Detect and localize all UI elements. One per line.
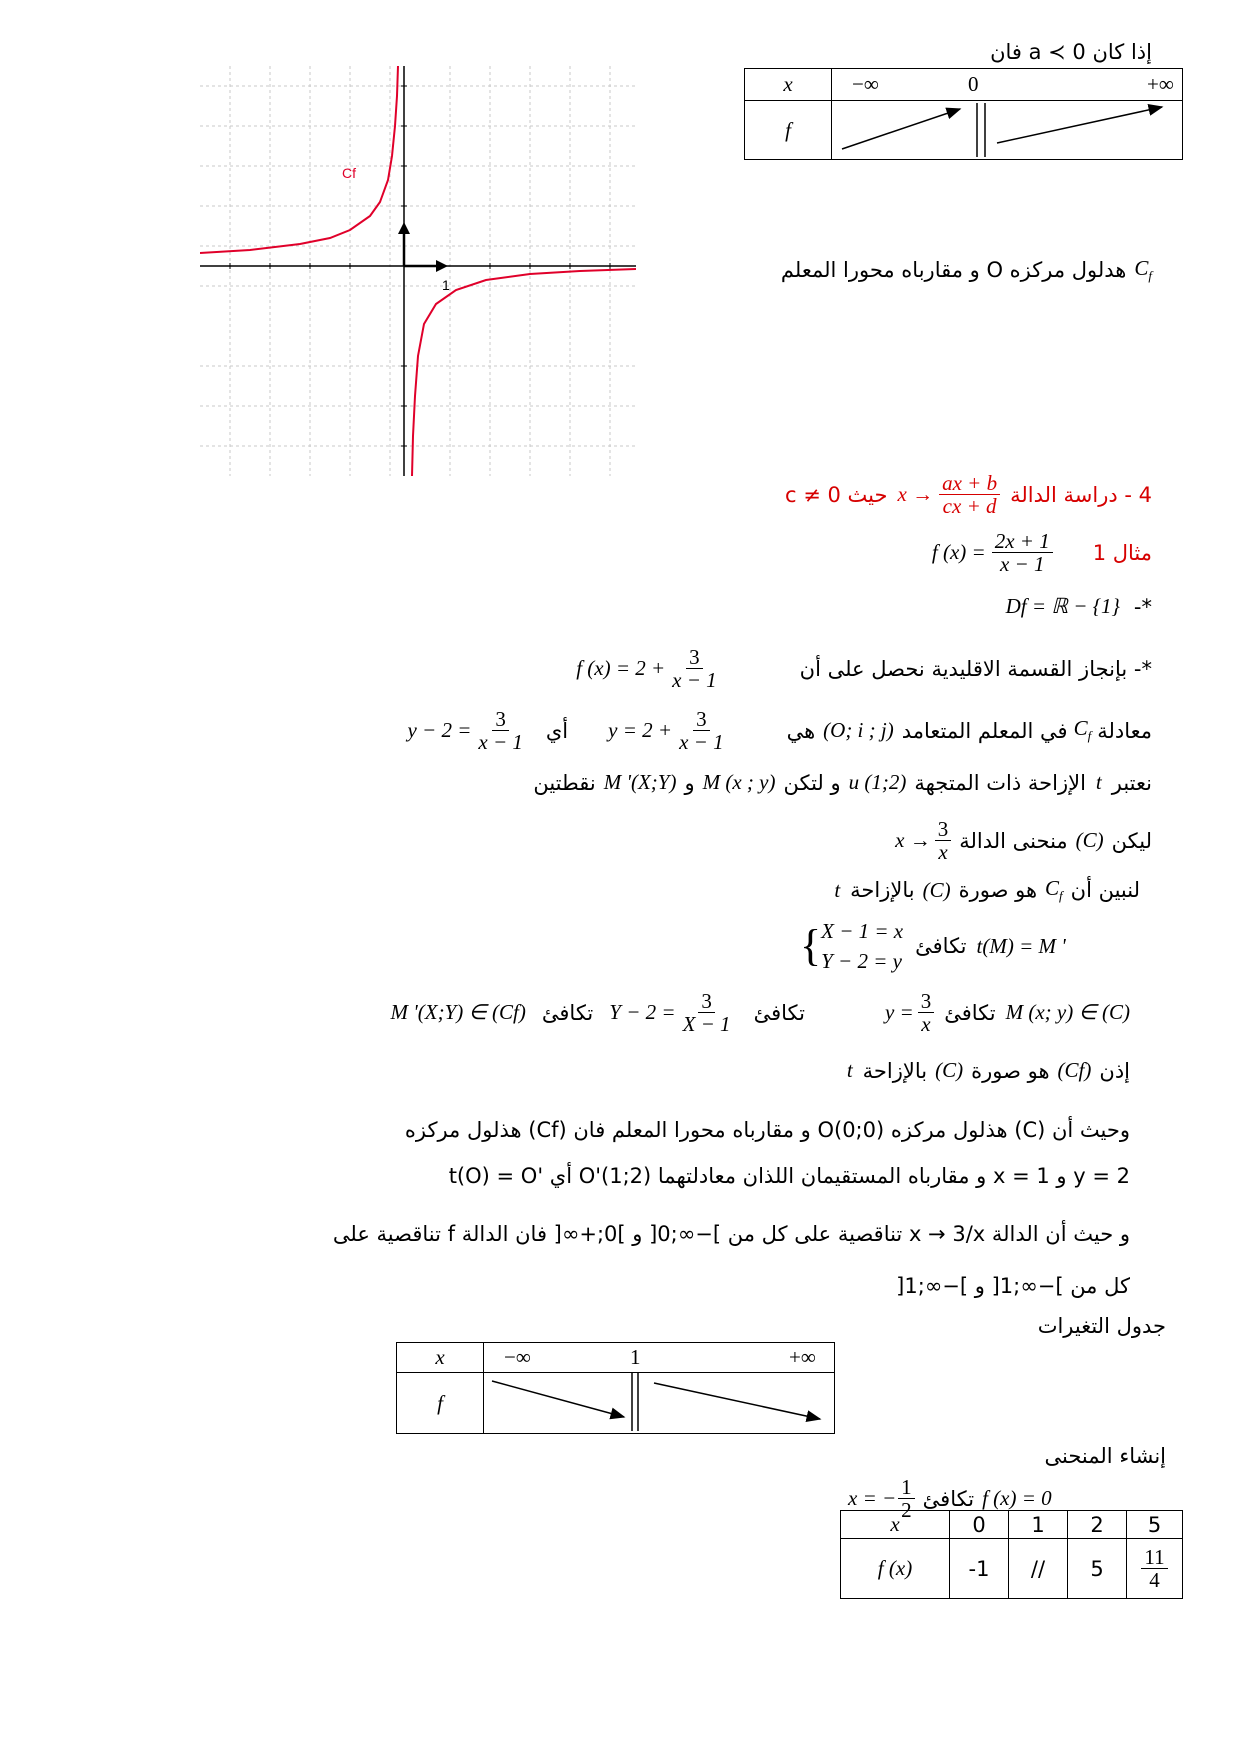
- values-table: x 0 1 2 5 f (x) -1 // 5 $\frac{11}{4}$: [840, 1510, 1183, 1599]
- hyperbola-graph: [200, 66, 636, 476]
- section-4-heading: 4 - دراسة الدالة x → $\frac{ax + b}{cx + d}$ حيث c ≠ 0: [785, 471, 1152, 518]
- center-line-2: t(O) = O' أي O'(1;2) و مقارباه المستقيمان اللذان معادلتهما x = 1 و y = 2: [448, 1164, 1130, 1188]
- system-line: { X − 1 = x Y − 2 = y تكافئ t(M) = M ': [800, 919, 1066, 973]
- decreasing-line-2: كل من ]−∞;1[ و ]−∞;1[: [896, 1274, 1130, 1298]
- therefore-line: إذن (Cf) هو صورة (C) بالإزاحة t: [846, 1058, 1130, 1083]
- hyperbola-text: هدلول مركزه O و مقارباه محورا المعلم: [780, 258, 1127, 283]
- example-1-label: مثال 1: [1092, 540, 1152, 565]
- show-line: لنبين أن $C_f$ هو صورة (C) بالإزاحة t: [834, 876, 1140, 904]
- equivalence-chain: M (x; y) ∈ (C) تكافئ y = $\frac{3}{x}$ تكافئ Y − 2 = $\frac{3}{X - 1}$ تكافئ M '(X;Y) ∈ (Cf): [390, 989, 1130, 1036]
- section4-numerator: ax + b: [939, 472, 1000, 495]
- example-1: مثال 1 f (x) = $\frac{2x + 1}{x - 1}$: [931, 529, 1152, 576]
- translation-line: نعتبر t الإزاحة ذات المتجهة u (1;2) و لتكن M (x ; y) و M '(X;Y) نقطتين: [533, 770, 1152, 795]
- curve-right-branch: [412, 269, 636, 476]
- variations-table: x −∞ 1 +∞ f: [396, 1342, 835, 1434]
- division-line: *- بإنجاز القسمة الاقليدية نحصل على أن f (x) = 2 + $\frac{3}{x - 1}$: [576, 645, 1152, 692]
- decreasing-arrows: [484, 1373, 834, 1433]
- curve-label: Cf: [342, 165, 356, 181]
- x-value-pos-inf: +∞: [1147, 72, 1174, 96]
- cf-symbol: $C_f$: [1134, 256, 1152, 284]
- section4-denominator: cx + d: [942, 494, 997, 518]
- curve-c-line: ليكن (C) منحنى الدالة x → $\frac{3}{x}$: [895, 817, 1152, 864]
- decreasing-line-1: و حيث أن الدالة x → 3/x تناقصية على كل من ]−∞;0[ و ]0;+∞[ فان الدالة f تناقصية على: [332, 1222, 1130, 1246]
- top-variation-table: [744, 68, 1183, 160]
- increasing-arrows: [832, 101, 1182, 159]
- variations-title: جدول التغيرات: [1037, 1314, 1166, 1338]
- tick-label-1: 1: [442, 277, 450, 293]
- zero-line: x = − $\frac{1}{2}$ تكافئ f (x) = 0: [848, 1475, 1052, 1522]
- x-value-zero: 0: [968, 72, 979, 96]
- f-label: f: [785, 117, 791, 142]
- top-table-title: إذا كان a ≺ 0 فان: [990, 40, 1152, 64]
- equation-line: معادلة $C_f$ في المعلم المتعامد (O; i ; j) هي y = 2 + $\frac{3}{x - 1}$ أي y − 2 = $\frac{3}{x - 1}$: [407, 707, 1152, 754]
- x-value-neg-inf: −∞: [852, 72, 879, 96]
- x-label: x: [783, 72, 793, 96]
- center-line-1: وحيث أن (C) هذلول مركزه O(0;0) و مقارباه محورا المعلم فان (Cf) هذلول مركزه: [404, 1118, 1130, 1142]
- hyperbola-line: [781, 256, 1152, 284]
- construction-title: إنشاء المنحنى: [1044, 1444, 1166, 1468]
- domain-line: -* Df = ℝ − {1}: [1005, 594, 1152, 619]
